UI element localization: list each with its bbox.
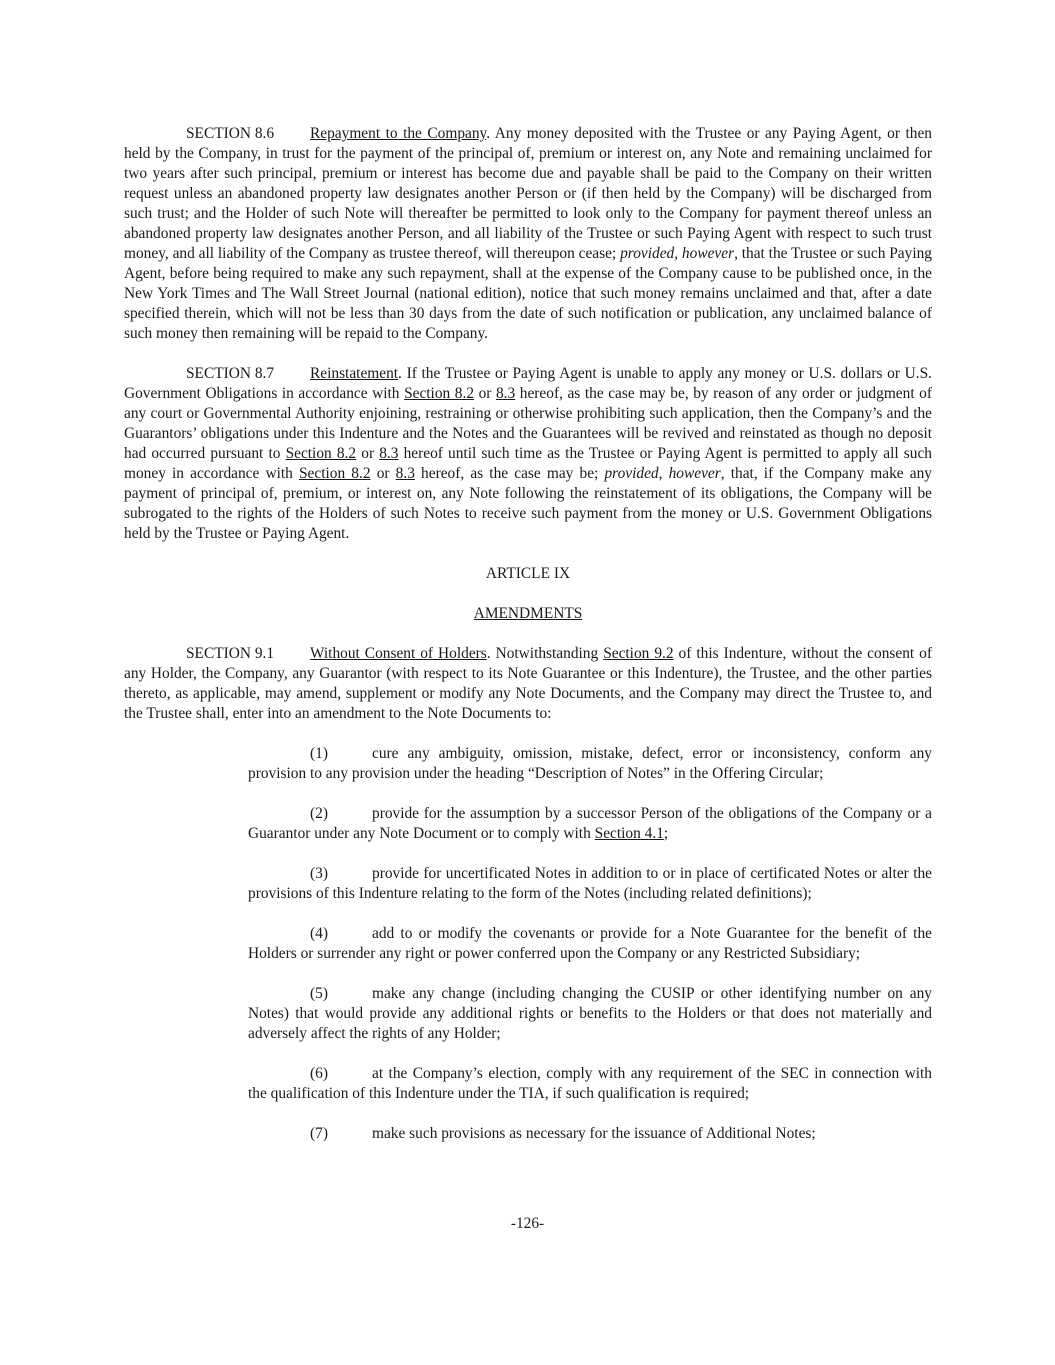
list-item [248,864,932,904]
section-8-7-paragraph [124,364,932,544]
section-8-7-number: SECTION 8.7 [186,365,275,382]
section-8-2-reference: Section 8.2 [299,465,371,482]
list-item [248,744,932,784]
section-8-7-title: Reinstatement [310,365,399,382]
connector-or: or [356,445,380,462]
section-8-6-text: , that the Trustee or such Paying Agent, before being required to make any such repayment, shall at the expense of the Company cause to be published once, in the New York Times and The Wall Street Journal (national edition), notice that such money remains unclaimed and that, after a date specified therein, which will not be less than 30 days from the date of such notification or publication, any unclaimed balance of such money then remaining will be repaid to the Company. [124,245,932,342]
comma: , [658,465,669,482]
section-9-2-reference: Section 9.2 [603,645,674,662]
section-8-6-title: Repayment to the Company [310,125,487,142]
section-8-6-text: . Any money deposited with the Trustee or any Paying Agent, or then held by the Company, in trust for the payment of the principal of, premium or interest on, any Note and remaining unclaimed for two years after such principal, premium or interest has become due and payable shall be paid to the Company on their written request unless an abandoned property law designates another Person or (if then held by the Company) will be discharged from such trust; and the Holder of such Note will thereafter be permitted to look only to the Company for payment thereof unless an abandoned property law designates another Person, and all liability of the Trustee or such Paying Agent with respect to such trust money, and all liability of the Company as trustee thereof, will thereupon cease; [124,125,932,262]
amendment-items-list [248,744,932,1144]
item-number: (1) [310,745,328,762]
item-text: add to or modify the covenants or provide for a Note Guarantee for the benefit of the Holders or surrender any right or power conferred upon the Company or any Restricted Subsidiary; [248,925,932,962]
item-number: (4) [310,925,328,942]
section-9-1-number: SECTION 9.1 [186,645,275,662]
page-number: -126- [510,1215,545,1232]
section-8-3-reference: 8.3 [395,465,415,482]
item-number: (7) [310,1125,328,1142]
item-text: make any change (including changing the CUSIP or other identifying number on any Notes) that would provide any additional rights or benefits to the Holders or that does not materially and adversely affect the rights of any Holder; [248,985,932,1042]
section-8-6-number: SECTION 8.6 [186,125,275,142]
section-9-1-title: Without Consent of Holders [310,645,487,662]
article-title: AMENDMENTS [473,605,583,622]
section-8-7-text: , that, if the Company make any payment of principal of, premium, or interest on, any Note following the reinstatement of its obligations, the Company will be subrogated to the rights of the Holders of such Notes to receive such payment from the money or U.S. Government Obligations held by the Trustee or Paying Agent. [124,465,932,542]
section-9-1-text: of this Indenture, without the consent of any Holder, the Company, any Guarantor (with respect to its Note Guarantee or this Indenture), the Trustee, and the other parties thereto, as applicable, may amend, supplement or modify any Note Documents, and the Company may direct the Trustee to, and the Trustee shall, enter into an amendment to the Note Documents to: [124,645,932,722]
section-8-7-text: hereof, as the case may be, by reason of any order or judgment of any court or Governmental Authority enjoining, restraining or otherwise prohibiting such application, then the Company’s and the Guarantors’ obligations under this Indenture and the Notes and the Guarantees will be revived and reinstated as though no deposit had occurred pursuant to [124,385,932,462]
article-number: ARTICLE IX [485,565,571,582]
however-italic: however [681,245,735,262]
section-8-6-paragraph [124,124,932,344]
section-9-1-paragraph [124,644,932,724]
item-text: provide for the assumption by a successor Person of the obligations of the Company or a Guarantor under any Note Document or to comply with [248,805,932,842]
provided-italic: provided [604,465,659,482]
list-item [248,1124,932,1144]
provided-italic: provided [620,245,675,262]
section-4-1-reference: Section 4.1 [594,825,664,842]
item-number: (5) [310,985,328,1002]
section-8-7-text: hereof, as the case may be; [414,465,605,482]
section-8-7-text: . If the Trustee or Paying Agent is unable to apply any money or U.S. dollars or U.S. Government Obligations in accordance with [124,365,932,402]
list-item [248,804,932,844]
section-8-2-reference: Section 8.2 [285,445,357,462]
item-number: (3) [310,865,328,882]
section-8-2-reference: Section 8.2 [404,385,475,402]
item-text: at the Company’s election, comply with any requirement of the SEC in connection with the qualification of this Indenture under the TIA, if such qualification is required; [248,1065,932,1102]
item-number: (2) [310,805,328,822]
article-title-block [124,604,932,624]
item-text: ; [663,825,669,842]
section-8-3-reference: 8.3 [379,445,399,462]
item-text: cure any ambiguity, omission, mistake, defect, error or inconsistency, conform any provision to any provision under the heading “Description of Notes” in the Offering Circular; [248,745,932,782]
item-text: provide for uncertificated Notes in addition to or in place of certificated Notes or alter the provisions of this Indenture relating to the form of the Notes (including related definitions); [248,865,932,902]
item-text: make such provisions as necessary for the issuance of Additional Notes; [372,1125,816,1142]
however-italic: however [668,465,721,482]
section-8-7-text: hereof until such time as the Trustee or Paying Agent is permitted to apply all such money in accordance with [124,445,932,482]
connector-or: or [370,465,396,482]
list-item [248,1064,932,1104]
document-page [124,124,932,1144]
comma: , [674,245,682,262]
section-8-3-reference: 8.3 [495,385,516,402]
item-number: (6) [310,1065,328,1082]
connector-or: or [474,385,496,402]
list-item [248,984,932,1044]
section-9-1-text: . Notwithstanding [486,645,604,662]
list-item [248,924,932,964]
